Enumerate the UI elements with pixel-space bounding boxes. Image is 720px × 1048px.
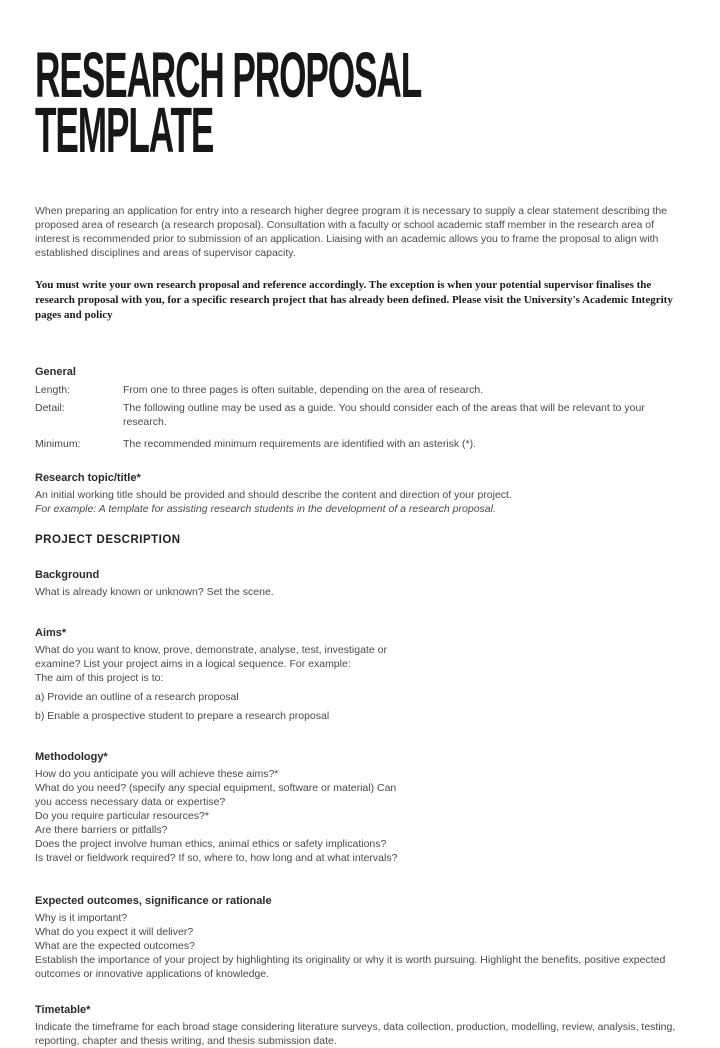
outcomes-heading: Expected outcomes, significance or rationale <box>35 895 272 907</box>
project-description-heading: PROJECT DESCRIPTION <box>35 534 181 546</box>
methodology-line: Is travel or fieldwork required? If so, where to, how long and at what intervals? <box>35 852 398 864</box>
aims-line: The aim of this project is to: <box>35 672 164 684</box>
general-row-label: Minimum: <box>35 438 81 450</box>
methodology-line: How do you anticipate you will achieve these aims?* <box>35 768 279 780</box>
research-topic-heading: Research topic/title* <box>35 472 141 484</box>
aims-heading: Aims* <box>35 627 67 639</box>
general-row-minimum <box>35 437 685 451</box>
document-title <box>35 39 422 166</box>
general-row-label: Detail: <box>35 402 65 414</box>
section-methodology <box>35 750 685 865</box>
section-aims <box>35 626 685 723</box>
aims-list-item: a) Provide an outline of a research proposal <box>35 691 239 703</box>
outcomes-line: What are the expected outcomes? <box>35 940 195 952</box>
outcomes-line: Why is it important? <box>35 912 128 924</box>
general-row-text: The following outline may be used as a guide. You should consider each of the areas that will be relevant to your research. <box>123 402 645 428</box>
title-line-1: RESEARCH PROPOSAL <box>35 39 422 111</box>
research-topic-description: An initial working title should be provided and should describe the content and direction of your project. <box>35 489 512 501</box>
aims-list-item: b) Enable a prospective student to prepare a research proposal <box>35 710 330 722</box>
background-line: What is already known or unknown? Set the scene. <box>35 586 274 598</box>
general-row-label: Length: <box>35 384 71 396</box>
section-outcomes <box>35 894 685 981</box>
methodology-line: Are there barriers or pitfalls? <box>35 824 168 836</box>
intro-paragraph: When preparing an application for entry into a research higher degree program it is necessary to supply a clear statement describing the proposed area of research (a research proposal). Consultation with a faculty or school academic staff member in the research area of interest is recommended prior to submission of an application. Liaising with an academic allows you to frame the proposal to align with established disciplines and areas of supervisor capacity. <box>35 205 668 259</box>
aims-line: examine? List your project aims in a logical sequence. For example: <box>35 658 351 670</box>
background-heading: Background <box>35 569 100 581</box>
integrity-notice: You must write your own research proposal and reference accordingly. The exception is when your potential supervisor finalises the research proposal with you, for a specific research project that has already been defined. Please visit the University's Academic Integrity pages and policy <box>35 279 673 321</box>
methodology-line: you access necessary data or expertise? <box>35 796 226 808</box>
general-row-detail <box>35 401 685 429</box>
section-research-topic <box>35 471 685 516</box>
general-row-length <box>35 383 685 397</box>
general-heading: General <box>35 366 76 378</box>
methodology-line: Does the project involve human ethics, animal ethics or safety implications? <box>35 838 387 850</box>
outcomes-paragraph: Establish the importance of your project by highlighting its originality or why it is worth pursuing. Highlight the benefits, positive expected outcomes or innovative applications of knowledge. <box>35 954 666 980</box>
outcomes-line: What do you expect it will deliver? <box>35 926 194 938</box>
section-general <box>35 365 685 451</box>
timetable-paragraph: Indicate the timeframe for each broad stage considering literature surveys, data collection, production, modelling, review, analysis, testing, reporting, chapter and thesis writing, and thesis submission date. <box>35 1021 676 1047</box>
general-row-text: The recommended minimum requirements are identified with an asterisk (*). <box>123 438 477 450</box>
section-background <box>35 568 685 599</box>
methodology-heading: Methodology* <box>35 751 108 763</box>
title-line-2: TEMPLATE <box>35 94 214 166</box>
aims-line: What do you want to know, prove, demonstrate, analyse, test, investigate or <box>35 644 387 656</box>
section-timetable <box>35 1003 685 1048</box>
methodology-line: What do you need? (specify any special equipment, software or material) Can <box>35 782 397 794</box>
methodology-line: Do you require particular resources?* <box>35 810 209 822</box>
research-topic-example: For example: A template for assisting research students in the development of a research proposal. <box>35 503 496 515</box>
timetable-heading: Timetable* <box>35 1004 91 1016</box>
general-row-text: From one to three pages is often suitable, depending on the area of research. <box>123 384 484 396</box>
